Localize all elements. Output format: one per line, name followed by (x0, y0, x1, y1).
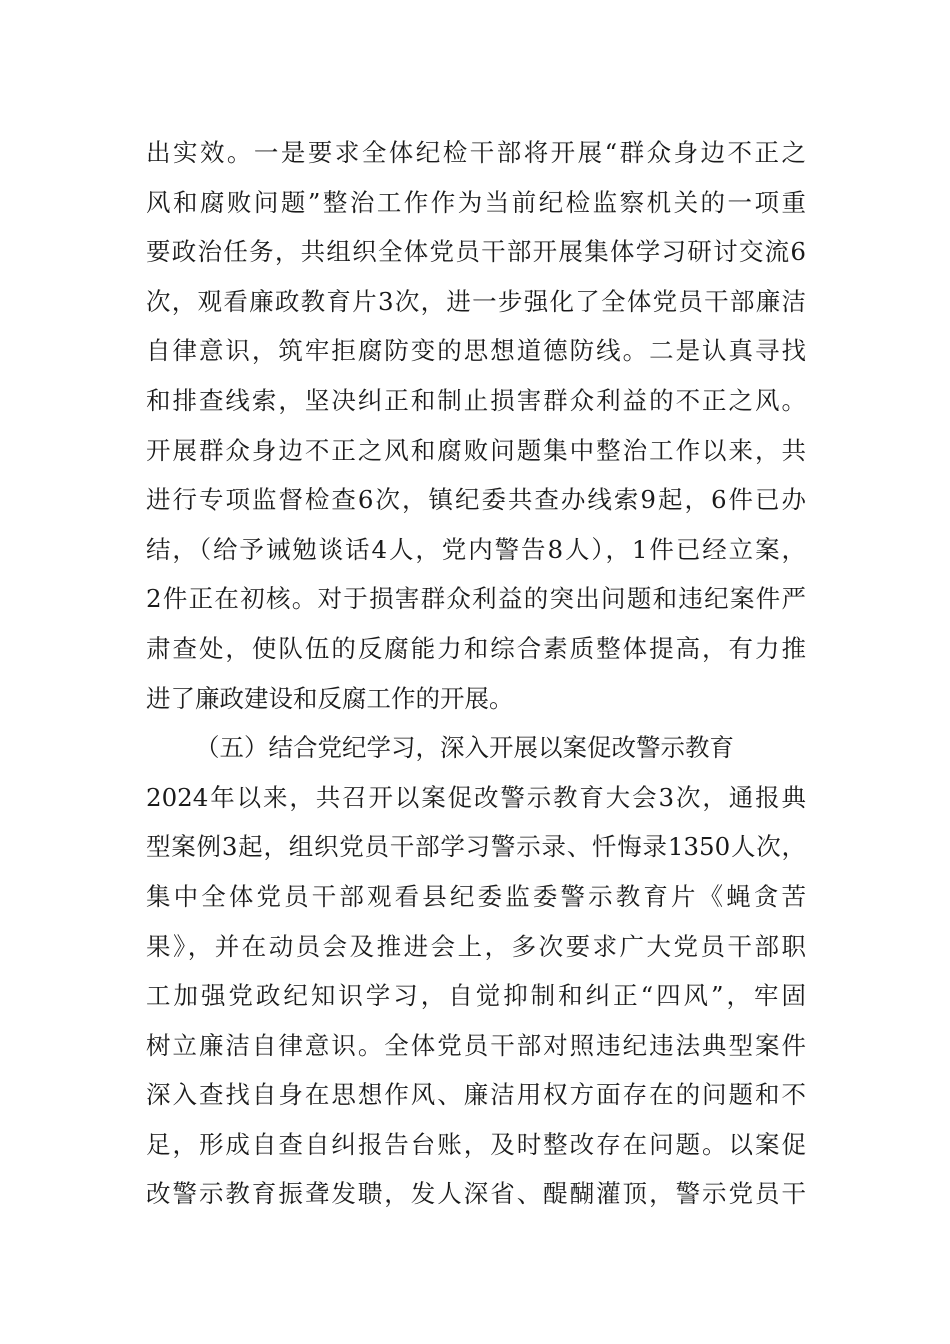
text-line: 开展群众身边不正之风和腐败问题集中整治工作以来，共 (146, 435, 806, 465)
text-line: 结，（给予诫勉谈话4人，党内警告8人），1件已经立案， (146, 534, 806, 564)
text-line: 果》，并在动员会及推进会上，多次要求广大党员干部职 (146, 931, 806, 961)
text-line: 足，形成自查自纠报告台账，及时整改存在问题。以案促 (146, 1129, 806, 1159)
text-line: 进行专项监督检查6次，镇纪委共查办线索9起，6件已办 (146, 485, 806, 515)
text-line: 次，观看廉政教育片3次，进一步强化了全体党员干部廉洁 (146, 286, 806, 316)
text-line: 树立廉洁自律意识。全体党员干部对照违纪违法典型案件 (146, 1030, 806, 1060)
text-line: 型案例3起，组织党员干部学习警示录、忏悔录1350人次， (146, 832, 806, 862)
paragraph-end-line: 进了廉政建设和反腐工作的开展。 (146, 683, 514, 713)
text-line: 深入查找自身在思想作风、廉洁用权方面存在的问题和不 (146, 1080, 806, 1110)
text-line: 要政治任务，共组织全体党员干部开展集体学习研讨交流6 (146, 237, 806, 267)
text-line: 出实效。一是要求全体纪检干部将开展“群众身边不正之 (146, 138, 806, 167)
text-line: 风和腐败问题”整治工作作为当前纪检监察机关的一项重 (146, 187, 806, 217)
text-line: 改警示教育振聋发聩，发人深省、醍醐灌顶，警示党员干 (146, 1179, 806, 1209)
section-heading: （五）结合党纪学习，深入开展以案促改警示教育 (195, 733, 734, 763)
text-line: 2件正在初核。对于损害群众利益的突出问题和违纪案件严 (146, 584, 806, 614)
text-line: 2024年以来，共召开以案促改警示教育大会3次，通报典 (146, 782, 806, 812)
body-text (146, 128, 806, 1219)
text-line: 集中全体党员干部观看县纪委监委警示教育片《蝇贪苦 (146, 881, 806, 911)
text-line: 肃查处，使队伍的反腐能力和综合素质整体提高，有力推 (146, 633, 806, 663)
text-line: 和排查线索，坚决纠正和制止损害群众利益的不正之风。 (146, 385, 806, 415)
text-line: 工加强党政纪知识学习，自觉抑制和纠正“四风”，牢固 (146, 981, 806, 1011)
text-line: 自律意识，筑牢拒腐防变的思想道德防线。二是认真寻找 (146, 336, 806, 366)
